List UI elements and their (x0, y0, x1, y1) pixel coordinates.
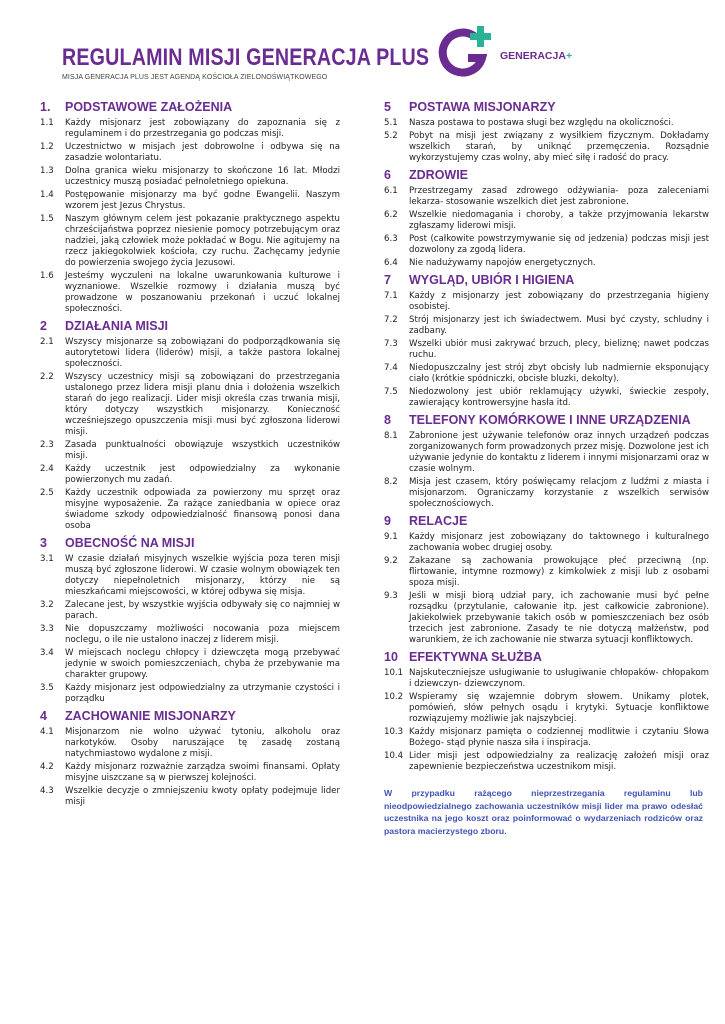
rule-item (40, 786, 340, 808)
rule-text: Niedozwolony jest ubiór reklamujący używki, świeckie zespoły, zawierający kontrowersyjne hasła itd. (409, 387, 709, 408)
section-number: 6 (384, 168, 391, 182)
section-heading (40, 100, 340, 115)
rule-text: Dolna granica wieku misjonarzy to skończone 16 lat. Młodzi uczestnicy muszą posiadać pełnoletniego opiekuna. (65, 166, 340, 187)
rule-item (40, 118, 340, 140)
rule-number: 4.2 (40, 762, 54, 772)
rule-text: W czasie działań misyjnych wszelkie wyjścia poza teren misji muszą być zgłoszone liderowi. W czasie wolnym obowiązek ten dotyczy niepełnoletnich misjonarzy, którzy nie są mieszkańcami miejscowości, w której odbywa się misja. (65, 554, 340, 597)
rule-number: 3.4 (40, 648, 54, 658)
rule-item (384, 591, 709, 646)
rule-text: Wspieramy się wzajemnie dobrym słowem. Unikamy plotek, pomówień, słów pełnych osądu i krytyki. Sytuacje konfliktowe rozwiązujemy możliwie jak najszybciej. (409, 692, 709, 724)
rule-text: Lider misji jest odpowiedzialny za realizację założeń misji oraz zapewnienie bezpieczeństwa uczestnikom misji. (409, 751, 709, 772)
section (384, 413, 709, 510)
rule-text: Każdy misjonarz jest odpowiedzialny za utrzymanie czystości i porządku (65, 683, 340, 704)
rule-text: Nasza postawa to postawa sługi bez względu na okoliczności. (409, 118, 674, 128)
rule-text: Zakazane są zachowania prowokujące płeć przeciwną (np. flirtowanie, intymne rozmowy) z kimkolwiek z misji lub z osobami spoza misji. (409, 556, 709, 588)
rule-number: 1.4 (40, 190, 54, 200)
rule-number: 7.5 (384, 387, 398, 397)
rule-text: Uczestnictwo w misjach jest dobrowolne i odbywa się na zasadzie wolontariatu. (65, 142, 340, 163)
left-column (40, 96, 340, 811)
section-number: 5 (384, 100, 391, 114)
rule-item (40, 190, 340, 212)
rule-item (40, 727, 340, 760)
generacja-logo (438, 22, 608, 82)
rule-item (384, 387, 709, 409)
rule-text: Każdy misjonarz jest zobowiązany do zapoznania się z regulaminem i do przestrzegania go podczas misji. (65, 118, 340, 139)
rule-number: 8.1 (384, 431, 398, 441)
rule-item (40, 488, 340, 532)
rule-number: 2.5 (40, 488, 54, 498)
rule-number: 10.2 (384, 692, 404, 702)
rule-item (384, 118, 709, 129)
section-heading (384, 514, 709, 529)
rule-item (384, 339, 709, 361)
rule-number: 7.3 (384, 339, 398, 349)
rule-number: 7.4 (384, 363, 398, 373)
rule-text: Każdy uczestnik odpowiada za powierzony mu sprzęt oraz misyjne wyposażenie. Za rażące zaniedbania w opiece oraz świadome szkody odpowiedzialność finansową ponosi dana osoba (65, 488, 340, 531)
rule-number: 6.4 (384, 258, 398, 268)
rule-text: Niedopuszczalny jest strój zbyt obcisły lub nadmiernie eksponujący ciało (krótkie spódniczki, obcisłe bluzki, dekolty). (409, 363, 709, 384)
rule-text: Post (całkowite powstrzymywanie się od jedzenia) podczas misji jest dozwolony za zgodą lidera. (409, 234, 709, 255)
rule-item (40, 166, 340, 188)
logo-word: GENERACJA (500, 50, 566, 62)
section-number: 1. (40, 100, 51, 114)
rule-item (40, 372, 340, 438)
rule-number: 6.3 (384, 234, 398, 244)
section-number: 4 (40, 709, 47, 723)
rule-item (384, 363, 709, 385)
rule-text: Wszelkie niedomagania i choroby, a także przyjmowania lekarstw zgłaszamy liderowi misji. (409, 210, 709, 231)
rule-text: Zasada punktualności obowiązuje wszystkich uczestników misji. (65, 440, 340, 461)
section-title: OBECNOŚĆ NA MISJI (65, 536, 195, 550)
rule-text: Przestrzegamy zasad zdrowego odżywiania- poza zaleceniami lekarza- stosowanie wszelkich diet jest zabronione. (409, 186, 709, 207)
section-heading (384, 100, 709, 115)
rule-text: Wszelkie decyzje o zmniejszeniu kwoty opłaty podejmuje lider misji (65, 786, 340, 807)
rule-number: 5.2 (384, 131, 398, 141)
section (40, 536, 340, 705)
rule-number: 9.1 (384, 532, 398, 542)
section-heading (384, 273, 709, 288)
rule-item (384, 727, 709, 749)
section-heading (40, 319, 340, 334)
rule-number: 2.3 (40, 440, 54, 450)
rule-number: 4.3 (40, 786, 54, 796)
rule-number: 6.1 (384, 186, 398, 196)
section-number: 10 (384, 650, 398, 664)
section (40, 709, 340, 808)
rule-text: Wszyscy misjonarze są zobowiązani do podporządkowania się autorytetowi lidera (liderów) misji, a także pastora lokalnej społeczności. (65, 337, 340, 369)
rule-number: 9.2 (384, 556, 398, 566)
rule-number: 1.5 (40, 214, 54, 224)
section (40, 100, 340, 315)
rule-text: Naszym głównym celem jest pokazanie praktycznego aspektu chrześcijaństwa poprzez niesienie pomocy potrzebującym oraz nadziei, jaką człowiek może pokładać w Bogu. Nie agitujemy na rzecz jakiegokolwiek kościoła, czy ruchu. Zachęcamy jedynie do powierzenia swojego życia Jezusowi. (65, 214, 340, 268)
rule-item (384, 186, 709, 208)
rule-number: 4.1 (40, 727, 54, 737)
rule-number: 10.1 (384, 668, 404, 678)
section-number: 9 (384, 514, 391, 528)
section-number: 3 (40, 536, 47, 550)
rule-number: 1.6 (40, 271, 54, 281)
rule-number: 2.1 (40, 337, 54, 347)
rule-number: 8.2 (384, 477, 398, 487)
rule-text: Postępowanie misjonarzy ma być godne Ewangelii. Naszym wzorem jest Jezus Chrystus. (65, 190, 340, 211)
rule-item (40, 337, 340, 370)
rule-item (40, 683, 340, 705)
rule-item (40, 464, 340, 486)
rule-item (40, 214, 340, 269)
rule-number: 2.4 (40, 464, 54, 474)
right-sections (384, 100, 709, 773)
rule-item (40, 624, 340, 646)
section-title: TELEFONY KOMÓRKOWE I INNE URZĄDZENIA (409, 413, 691, 427)
section-heading (384, 413, 709, 428)
page-subtitle: MISJA GENERACJA PLUS JEST AGENDĄ KOŚCIOŁA ZIELONOŚWIĄTKOWEGO (62, 74, 328, 81)
section-title: DZIAŁANIA MISJI (65, 319, 169, 333)
rule-text: Misja jest czasem, który poświęcamy relacjom z ludźmi z miasta i misjonarzom. Ograniczamy korzystanie z wszelkich serwisów społecznościowych. (409, 477, 709, 509)
section-title: EFEKTYWNA SŁUŻBA (409, 650, 542, 664)
rule-number: 1.3 (40, 166, 54, 176)
section (384, 514, 709, 646)
rule-text: Nie nadużywamy napojów energetycznych. (409, 258, 596, 268)
rule-item (384, 131, 709, 164)
section-title: ZACHOWANIE MISJONARZY (65, 709, 236, 723)
rule-item (384, 668, 709, 690)
section-title: WYGLĄD, UBIÓR I HIGIENA (409, 273, 575, 287)
rule-text: Jesteśmy wyczuleni na lokalne uwarunkowania kulturowe i wyznaniowe. Wszelkie rozmowy i działania muszą być prowadzone w poszanowaniu przekonań i uczuć lokalnej społeczności. (65, 271, 340, 314)
rule-number: 2.2 (40, 372, 54, 382)
rule-text: Misjonarzom nie wolno używać tytoniu, alkoholu oraz narkotyków. Osoby naruszające tę zasadę zostaną natychmiastowo wydalone z misji. (65, 727, 340, 759)
rule-number: 10.4 (384, 751, 404, 761)
section-heading (384, 168, 709, 183)
rule-text: Każdy uczestnik jest odpowiedzialny za wykonanie powierzonych mu zadań. (65, 464, 340, 485)
rule-number: 5.1 (384, 118, 398, 128)
rule-text: Zabronione jest używanie telefonów oraz innych urządzeń podczas zorganizowanych form prowadzonych przez misję. Dozwolone jest ich używanie jedynie do kontaktu z liderem i innymi misjonarzami oraz w czasie wolnym. (409, 431, 709, 474)
rule-item (40, 554, 340, 598)
rule-item (384, 477, 709, 510)
rule-item (40, 648, 340, 681)
section-number: 7 (384, 273, 391, 287)
section-title: ZDROWIE (409, 168, 469, 182)
rule-item (384, 315, 709, 337)
rule-number: 7.2 (384, 315, 398, 325)
rule-item (40, 271, 340, 315)
logo-plus: + (565, 50, 573, 62)
section-heading (384, 650, 709, 665)
section (384, 650, 709, 773)
rule-item (40, 142, 340, 164)
rule-number: 1.1 (40, 118, 54, 128)
section-title: RELACJE (409, 514, 468, 528)
rule-text: Najskuteczniejsze usługiwanie to usługiwanie chłopaków- chłopakom i dziewczyn- dziewczynom. (409, 668, 709, 689)
section-heading (40, 709, 340, 724)
rule-item (384, 291, 709, 313)
rule-text: W miejscach noclegu chłopcy i dziewczęta mogą przebywać jedynie w swoich pomieszczeniach, chyba że przebywanie ma charakter grupowy. (65, 648, 340, 680)
rule-item (384, 692, 709, 725)
rule-text: Nie dopuszczamy możliwości nocowania poza miejscem noclegu, o ile nie ustalono inaczej z liderem misji. (65, 624, 340, 645)
rule-number: 3.5 (40, 683, 54, 693)
rule-text: Zalecane jest, by wszystkie wyjścia odbywały się co najmniej w parach. (65, 600, 340, 621)
rule-item (384, 556, 709, 589)
rule-item (384, 210, 709, 232)
rule-number: 10.3 (384, 727, 404, 737)
rule-item (40, 762, 340, 784)
section-title: POSTAWA MISJONARZY (409, 100, 556, 114)
rule-text: Każdy z misjonarzy jest zobowiązany do przestrzegania higieny osobistej. (409, 291, 709, 312)
rule-number: 3.3 (40, 624, 54, 634)
rule-item (384, 258, 709, 269)
section (384, 273, 709, 409)
rule-item (40, 440, 340, 462)
rule-text: Jeśli w misji biorą udział pary, ich zachowanie musi być pełne rozsądku (przytulanie, całowanie itp. jest całkowicie zabronione). Jakiekolwiek przebywanie takich osób w pomieszczeniach bez osób trzecich jest zabronione. Zasady te nie dotyczą małżeństw, pod warunkiem, że ich zachowanie nie stwarza sytuacji konfliktowych. (409, 591, 709, 645)
rule-number: 3.2 (40, 600, 54, 610)
logo-text (500, 50, 572, 62)
rule-number: 6.2 (384, 210, 398, 220)
section (384, 168, 709, 269)
final-note: W przypadku rażącego nieprzestrzegania regulaminu lub nieodpowiedzialnego zachowania uczestników misji lider ma prawo odesłać uczestnika na jego koszt oraz poinformować o wydarzeniach rodziców oraz pastora macierzystego zboru. (384, 788, 703, 836)
page-title: REGULAMIN MISJI GENERACJA PLUS (62, 44, 430, 71)
rule-text: Wszyscy uczestnicy misji są zobowiązani do przestrzegania ustalonego przez lidera misji planu dnia i dołożenia wszelkich starań do jego realizacji. Lider misji określa czas trwania misji, który dotyczy wszystkich misjonarzy. Konieczność wcześniejszego opuszczenia misji musi być zgłoszona liderowi misji. (65, 372, 340, 437)
rule-text: Każdy misjonarz pamięta o codziennej modlitwie i czytaniu Słowa Bożego- stąd płynie nasza siła i inspiracja. (409, 727, 709, 748)
section (384, 100, 709, 164)
section-number: 2 (40, 319, 47, 333)
rule-number: 7.1 (384, 291, 398, 301)
g-plus-icon (438, 22, 498, 82)
rule-text: Strój misjonarzy jest ich świadectwem. Musi być czysty, schludny i zadbany. (409, 315, 709, 336)
rule-item (384, 234, 709, 256)
rule-number: 9.3 (384, 591, 398, 601)
rule-number: 1.2 (40, 142, 54, 152)
rule-item (384, 751, 709, 773)
rule-text: Pobyt na misji jest związany z wysiłkiem fizycznym. Dokładamy wszelkich starań, by uniknąć przemęczenia. Rozsądnie wykorzystujemy czas wolny, aby mieć siłę i radość do pracy. (409, 131, 709, 163)
section-title: PODSTAWOWE ZAŁOŻENIA (65, 100, 233, 114)
rule-item (40, 600, 340, 622)
rule-text: Każdy misjonarz rozważnie zarządza swoimi finansami. Opłaty misyjne uiszczane są w pierwszej kolejności. (65, 762, 340, 783)
rule-text: Wszelki ubiór musi zakrywać brzuch, plecy, bieliznę; nawet podczas ruchu. (409, 339, 709, 360)
section (40, 319, 340, 532)
rule-number: 3.1 (40, 554, 54, 564)
rule-item (384, 532, 709, 554)
rule-text: Każdy misjonarz jest zobowiązany do taktownego i kulturalnego zachowania wobec drugiej osoby. (409, 532, 709, 553)
section-heading (40, 536, 340, 551)
rule-item (384, 431, 709, 475)
right-column (384, 96, 709, 837)
section-number: 8 (384, 413, 391, 427)
